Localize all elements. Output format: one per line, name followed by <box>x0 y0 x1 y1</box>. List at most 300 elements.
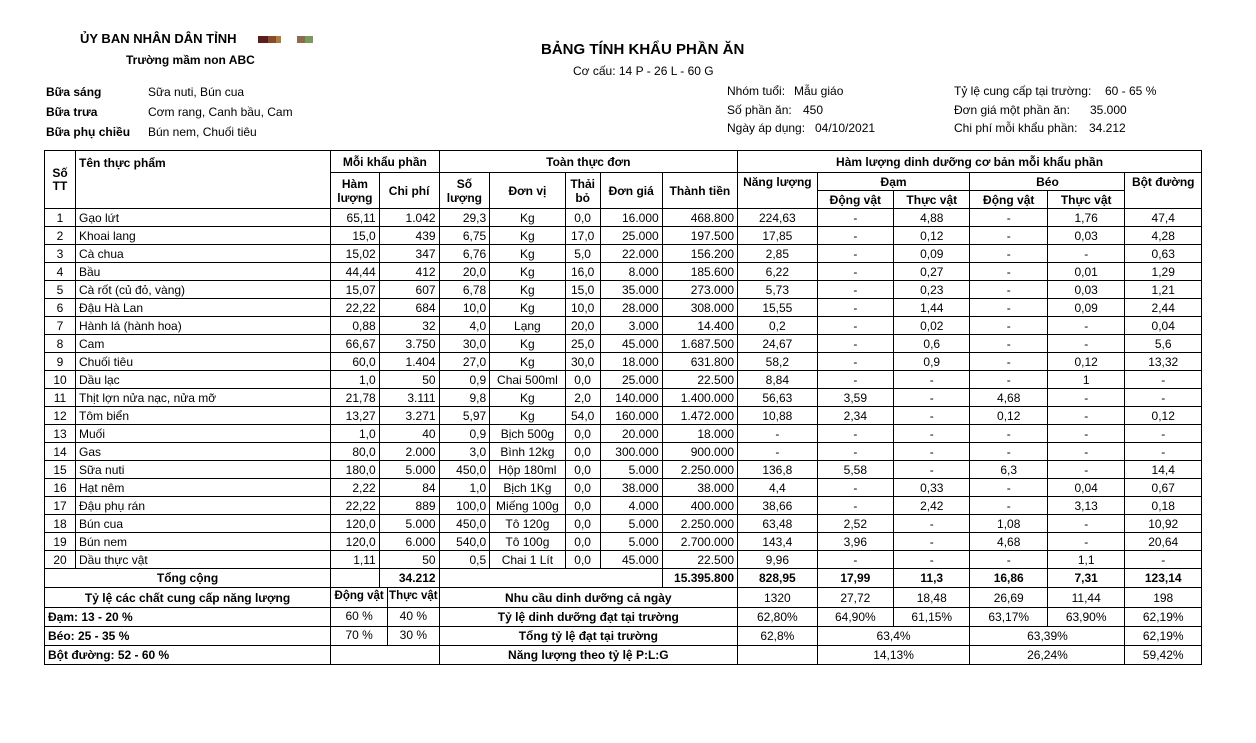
table-cell: Chai 500ml <box>490 371 565 389</box>
table-cell: 5.000 <box>379 461 439 479</box>
table-cell: 16 <box>45 479 76 497</box>
header-so-luong: Số lượng <box>439 173 490 209</box>
table-cell: Kg <box>490 407 565 425</box>
table-cell: - <box>817 371 893 389</box>
table-cell: 684 <box>379 299 439 317</box>
needs-value: 1320 <box>738 588 818 608</box>
table-cell: - <box>817 497 893 515</box>
table-cell: 631.800 <box>662 353 737 371</box>
table-cell: 0,0 <box>565 425 600 443</box>
table-cell: 0,09 <box>894 245 970 263</box>
table-cell: 10,92 <box>1125 515 1202 533</box>
table-cell: 6,22 <box>738 263 818 281</box>
table-cell: Chai 1 Lít <box>490 551 565 569</box>
table-cell: 1 <box>45 209 76 227</box>
food-name: Đậu phụ rán <box>75 497 330 515</box>
table-row <box>45 353 1202 371</box>
table-cell: 0,0 <box>565 371 600 389</box>
needs-label: Nhu cầu dinh dưỡng cả ngày <box>439 588 738 608</box>
header-beo-thuc-vat: Thực vật <box>1047 191 1124 209</box>
food-name: Bầu <box>75 263 330 281</box>
table-cell: 15,07 <box>331 281 380 299</box>
food-name: Muối <box>75 425 330 443</box>
table-cell: 2,42 <box>894 497 970 515</box>
table-cell: 14,4 <box>1125 461 1202 479</box>
ratio-dv: 70 % <box>331 627 388 645</box>
food-name: Cà rốt (củ đỏ, vàng) <box>75 281 330 299</box>
table-cell: 0,23 <box>894 281 970 299</box>
ratio-row-values <box>331 627 439 646</box>
table-cell: 0,12 <box>1047 353 1124 371</box>
meal-value: Sữa nuti, Bún cua <box>148 85 245 99</box>
table-cell: 25.000 <box>600 371 662 389</box>
table-cell: 4,28 <box>1125 227 1202 245</box>
table-cell: 22,22 <box>331 299 380 317</box>
table-cell: 21,78 <box>331 389 380 407</box>
table-cell: 0,0 <box>565 551 600 569</box>
ratio-row-values <box>331 646 439 665</box>
ratio-row-values <box>331 608 439 627</box>
table-cell: - <box>970 245 1047 263</box>
table-cell: Kg <box>490 263 565 281</box>
table-cell: 30,0 <box>439 335 490 353</box>
table-cell: 38.000 <box>662 479 737 497</box>
table-cell: - <box>970 227 1047 245</box>
table-cell: 1.472.000 <box>662 407 737 425</box>
food-name: Tôm biển <box>75 407 330 425</box>
table-row <box>45 263 1202 281</box>
table-row <box>45 425 1202 443</box>
table-cell: - <box>970 443 1047 461</box>
header-dam: Đạm <box>817 173 970 191</box>
ratio-dv <box>331 646 387 664</box>
table-cell: - <box>970 425 1047 443</box>
header-nang-luong: Năng lượng <box>738 173 818 191</box>
table-cell: - <box>970 335 1047 353</box>
table-cell: - <box>817 443 893 461</box>
table-cell: 17 <box>45 497 76 515</box>
table-cell: - <box>970 551 1047 569</box>
table-cell: 11 <box>45 389 76 407</box>
table-cell: 6.000 <box>379 533 439 551</box>
table-cell: 14 <box>45 443 76 461</box>
table-cell: 16,0 <box>565 263 600 281</box>
needs-value: 27,72 <box>817 588 893 608</box>
table-cell: 400.000 <box>662 497 737 515</box>
total-nutrition: 17,99 <box>817 569 893 588</box>
table-cell: - <box>970 263 1047 281</box>
table-cell: 29,3 <box>439 209 490 227</box>
table-cell: 18.000 <box>600 353 662 371</box>
meal-label: Bữa phụ chiều <box>46 125 131 139</box>
plg-label: Năng lượng theo tỷ lệ P:L:G <box>439 646 738 665</box>
food-name: Khoai lang <box>75 227 330 245</box>
table-cell: 8.000 <box>600 263 662 281</box>
achieved-value: 62,80% <box>738 608 818 627</box>
table-row <box>45 515 1202 533</box>
table-cell: - <box>817 479 893 497</box>
table-cell: 1,29 <box>1125 263 1202 281</box>
table-row <box>45 533 1202 551</box>
food-name: Gạo lứt <box>75 209 330 227</box>
total-rate-energy: 62,8% <box>738 627 818 646</box>
info-label: Chi phí mỗi khẩu phần: <box>954 121 1078 135</box>
table-cell: 0,09 <box>1047 299 1124 317</box>
table-cell: 1.400.000 <box>662 389 737 407</box>
table-cell: 5,73 <box>738 281 818 299</box>
food-name: Dầu lạc <box>75 371 330 389</box>
table-cell: - <box>894 533 970 551</box>
table-cell: 1.042 <box>379 209 439 227</box>
table-cell: 45.000 <box>600 335 662 353</box>
table-cell: Kg <box>490 227 565 245</box>
table-cell: 4,0 <box>439 317 490 335</box>
table-cell: 3,13 <box>1047 497 1124 515</box>
color-swatch <box>297 36 305 43</box>
table-cell: 156.200 <box>662 245 737 263</box>
table-cell: Bịch 500g <box>490 425 565 443</box>
table-cell: 0,0 <box>565 479 600 497</box>
food-name: Hạt nêm <box>75 479 330 497</box>
ratio-thuc-vat: Thực vật <box>389 590 438 602</box>
table-cell: 18.000 <box>662 425 737 443</box>
table-row <box>45 209 1202 227</box>
table-cell: Kg <box>490 281 565 299</box>
table-cell: 450,0 <box>439 461 490 479</box>
table-cell: 4 <box>45 263 76 281</box>
table-cell: 63,48 <box>738 515 818 533</box>
table-cell: 17,0 <box>565 227 600 245</box>
table-cell: 1,0 <box>331 425 380 443</box>
total-rate-dam: 63,4% <box>817 627 970 646</box>
table-cell: 185.600 <box>662 263 737 281</box>
table-cell: 47,4 <box>1125 209 1202 227</box>
table-cell: 5,6 <box>1125 335 1202 353</box>
table-cell: 1,0 <box>439 479 490 497</box>
table-cell: 5.000 <box>600 533 662 551</box>
table-cell: Kg <box>490 209 565 227</box>
table-cell: 40 <box>379 425 439 443</box>
table-cell: - <box>1125 389 1202 407</box>
table-cell: 5.000 <box>600 461 662 479</box>
table-cell: 5.000 <box>600 515 662 533</box>
table-cell: 450,0 <box>439 515 490 533</box>
table-cell: 468.800 <box>662 209 737 227</box>
table-row <box>45 371 1202 389</box>
info-value: 450 <box>803 103 824 117</box>
header-don-vi: Đơn vị <box>490 173 565 209</box>
table-cell: 4,68 <box>970 533 1047 551</box>
table-cell: 10,0 <box>565 299 600 317</box>
info-label: Số phần ăn: <box>727 103 792 117</box>
table-cell: 3.000 <box>600 317 662 335</box>
table-cell: 1,44 <box>894 299 970 317</box>
table-cell: 308.000 <box>662 299 737 317</box>
table-cell: Tô 120g <box>490 515 565 533</box>
table-cell: 27,0 <box>439 353 490 371</box>
total-rate-label: Tổng tỷ lệ đạt tại trường <box>439 627 738 646</box>
achieved-value: 64,90% <box>817 608 893 627</box>
table-cell: - <box>1047 335 1124 353</box>
table-cell: 197.500 <box>662 227 737 245</box>
table-cell: 13,27 <box>331 407 380 425</box>
food-name: Chuối tiêu <box>75 353 330 371</box>
table-cell: - <box>1047 461 1124 479</box>
table-cell: - <box>970 317 1047 335</box>
table-cell: 24,67 <box>738 335 818 353</box>
school-name: Trường mầm non ABC <box>126 53 255 67</box>
table-cell: 300.000 <box>600 443 662 461</box>
table-cell: - <box>894 443 970 461</box>
table-cell: 65,11 <box>331 209 380 227</box>
table-cell: 30,0 <box>565 353 600 371</box>
table-cell: - <box>817 263 893 281</box>
table-cell: 2,34 <box>817 407 893 425</box>
table-cell: 0,33 <box>894 479 970 497</box>
table-cell: 1 <box>1047 371 1124 389</box>
table-cell: 5,0 <box>565 245 600 263</box>
table-cell: 2.250.000 <box>662 461 737 479</box>
table-cell: 347 <box>379 245 439 263</box>
ratio-header <box>331 588 439 608</box>
total-thanh-tien: 15.395.800 <box>662 569 737 588</box>
table-cell: - <box>817 551 893 569</box>
table-cell: 180,0 <box>331 461 380 479</box>
structure-label: Cơ cấu: 14 P - 26 L - 60 G <box>573 64 714 78</box>
table-cell: 0,12 <box>1125 407 1202 425</box>
table-row <box>45 299 1202 317</box>
total-nutrition: 7,31 <box>1047 569 1124 588</box>
table-cell: 0,6 <box>894 335 970 353</box>
food-name: Đậu Hà Lan <box>75 299 330 317</box>
table-cell: - <box>817 425 893 443</box>
table-cell: - <box>1047 533 1124 551</box>
table-cell: - <box>817 245 893 263</box>
header-nutrition: Hàm lượng dinh dưỡng cơ bản mỗi khẩu phần <box>738 151 1202 173</box>
table-cell: 35.000 <box>600 281 662 299</box>
needs-value: 26,69 <box>970 588 1047 608</box>
table-cell: 15,55 <box>738 299 818 317</box>
table-cell: - <box>817 317 893 335</box>
table-cell: 80,0 <box>331 443 380 461</box>
table-cell: - <box>738 425 818 443</box>
table-cell: 32 <box>379 317 439 335</box>
table-cell: - <box>1125 551 1202 569</box>
table-cell: 0,2 <box>738 317 818 335</box>
table-cell: 5 <box>45 281 76 299</box>
table-cell: 889 <box>379 497 439 515</box>
table-cell: 45.000 <box>600 551 662 569</box>
header-beo: Béo <box>970 173 1125 191</box>
table-cell: Hộp 180ml <box>490 461 565 479</box>
table-cell: - <box>894 407 970 425</box>
table-cell: 0,0 <box>565 515 600 533</box>
achieved-value: 61,15% <box>894 608 970 627</box>
table-cell: 22,22 <box>331 497 380 515</box>
table-cell: 0,9 <box>439 425 490 443</box>
table-cell: 2.000 <box>379 443 439 461</box>
table-cell: Kg <box>490 299 565 317</box>
table-cell: 0,67 <box>1125 479 1202 497</box>
table-row <box>45 317 1202 335</box>
table-cell: Miếng 100g <box>490 497 565 515</box>
table-cell: 3.111 <box>379 389 439 407</box>
table-cell: 19 <box>45 533 76 551</box>
table-cell: 10 <box>45 371 76 389</box>
table-row <box>45 389 1202 407</box>
table-cell: 54,0 <box>565 407 600 425</box>
needs-value: 18,48 <box>894 588 970 608</box>
food-name: Gas <box>75 443 330 461</box>
table-cell: 1,1 <box>1047 551 1124 569</box>
table-cell: 0,03 <box>1047 281 1124 299</box>
info-label: Đơn giá một phần ăn: <box>954 103 1070 117</box>
table-row <box>45 227 1202 245</box>
table-cell: 13,32 <box>1125 353 1202 371</box>
table-cell: 0,0 <box>565 461 600 479</box>
table-cell: - <box>894 515 970 533</box>
table-cell: 2.700.000 <box>662 533 737 551</box>
table-cell: 15 <box>45 461 76 479</box>
table-cell: - <box>1047 443 1124 461</box>
table-cell: 4,4 <box>738 479 818 497</box>
plg-beo: 26,24% <box>970 646 1125 665</box>
table-cell: 3,96 <box>817 533 893 551</box>
food-name: Bún nem <box>75 533 330 551</box>
table-row <box>45 407 1202 425</box>
total-nutrition: 828,95 <box>738 569 818 588</box>
table-cell: 2 <box>45 227 76 245</box>
ratio-tv: 40 % <box>399 609 428 623</box>
total-nutrition: 11,3 <box>894 569 970 588</box>
table-cell: 25,0 <box>565 335 600 353</box>
needs-value: 198 <box>1125 588 1202 608</box>
table-cell: 0,01 <box>1047 263 1124 281</box>
table-cell: Bình 12kg <box>490 443 565 461</box>
ratio-dv: 60 % <box>331 608 388 626</box>
table-cell: 1,08 <box>970 515 1047 533</box>
total-nutrition: 123,14 <box>1125 569 1202 588</box>
header-ham-luong: Hàm lượng <box>331 173 380 209</box>
table-cell: 15,0 <box>565 281 600 299</box>
table-cell: 2.250.000 <box>662 515 737 533</box>
header-bot-duong: Bột đường <box>1125 173 1202 191</box>
color-swatch <box>276 36 281 43</box>
total-rate-beo: 63,39% <box>970 627 1125 646</box>
table-row <box>45 479 1202 497</box>
table-cell: 2,44 <box>1125 299 1202 317</box>
table-cell: 6,3 <box>970 461 1047 479</box>
header-beo-dong-vat: Động vật <box>970 191 1047 209</box>
color-swatch <box>258 36 268 43</box>
table-cell: - <box>738 443 818 461</box>
header-name: Tên thực phẩm <box>75 151 330 209</box>
food-name: Hành lá (hành hoa) <box>75 317 330 335</box>
table-cell: 439 <box>379 227 439 245</box>
table-cell: - <box>1047 515 1124 533</box>
table-cell: Tô 100g <box>490 533 565 551</box>
table-cell: 2,22 <box>331 479 380 497</box>
table-cell: 22.000 <box>600 245 662 263</box>
table-cell: 3 <box>45 245 76 263</box>
table-cell: 1,0 <box>331 371 380 389</box>
table-cell: 0,9 <box>894 353 970 371</box>
table-cell: 0,63 <box>1125 245 1202 263</box>
total-chi-phi: 34.212 <box>379 569 439 588</box>
page-title: BẢNG TÍNH KHẨU PHẦN ĂN <box>541 41 745 58</box>
table-cell: 25.000 <box>600 227 662 245</box>
table-cell: 60,0 <box>331 353 380 371</box>
ratio-row-label: Bột đường: 52 - 60 % <box>45 646 331 665</box>
color-swatch <box>305 36 313 43</box>
table-cell: Kg <box>490 353 565 371</box>
table-cell: 10,0 <box>439 299 490 317</box>
table-cell: - <box>817 209 893 227</box>
header-stt: Số TT <box>45 151 76 209</box>
table-cell: 0,12 <box>894 227 970 245</box>
table-row <box>45 245 1202 263</box>
food-name: Sữa nuti <box>75 461 330 479</box>
table-cell: 100,0 <box>439 497 490 515</box>
table-cell: - <box>1047 407 1124 425</box>
table-cell: Kg <box>490 335 565 353</box>
plg-dam: 14,13% <box>817 646 970 665</box>
food-name: Bún cua <box>75 515 330 533</box>
table-cell: 900.000 <box>662 443 737 461</box>
ratio-row-label: Béo: 25 - 35 % <box>45 627 331 646</box>
info-label: Nhóm tuổi: <box>727 84 786 98</box>
table-cell: 10,88 <box>738 407 818 425</box>
table-cell: - <box>970 479 1047 497</box>
ratio-row-label: Đạm: 13 - 20 % <box>45 608 331 627</box>
table-cell: 540,0 <box>439 533 490 551</box>
header-dam-thuc-vat: Thực vật <box>894 191 970 209</box>
table-cell: 0,5 <box>439 551 490 569</box>
table-cell: 160.000 <box>600 407 662 425</box>
header-chi-phi: Chi phí <box>379 173 439 209</box>
table-cell: - <box>894 389 970 407</box>
meal-value: Bún nem, Chuối tiêu <box>148 125 257 139</box>
table-cell: 3,59 <box>817 389 893 407</box>
table-cell: 20,64 <box>1125 533 1202 551</box>
table-cell: 13 <box>45 425 76 443</box>
table-cell: Kg <box>490 389 565 407</box>
table-cell: 15,0 <box>331 227 380 245</box>
table-cell: 50 <box>379 371 439 389</box>
meal-value: Cơm rang, Canh bầu, Cam <box>148 105 293 119</box>
table-cell: 20.000 <box>600 425 662 443</box>
plg-bot: 59,42% <box>1125 646 1202 665</box>
header-per-portion: Mỗi khẩu phần <box>331 151 439 173</box>
table-cell: 224,63 <box>738 209 818 227</box>
info-value: 04/10/2021 <box>815 121 876 135</box>
table-cell: - <box>1047 245 1124 263</box>
table-cell: 8,84 <box>738 371 818 389</box>
table-cell: 44,44 <box>331 263 380 281</box>
table-cell: - <box>817 353 893 371</box>
table-cell: 0,0 <box>565 209 600 227</box>
table-cell: 412 <box>379 263 439 281</box>
table-cell: 1.687.500 <box>662 335 737 353</box>
achieved-label: Tỷ lệ dinh dưỡng đạt tại trường <box>439 608 738 627</box>
table-cell: 0,88 <box>331 317 380 335</box>
table-cell: 50 <box>379 551 439 569</box>
table-cell: 38.000 <box>600 479 662 497</box>
table-cell: - <box>817 227 893 245</box>
achieved-value: 62,19% <box>1125 608 1202 627</box>
table-cell: - <box>1125 371 1202 389</box>
table-cell: - <box>1047 425 1124 443</box>
